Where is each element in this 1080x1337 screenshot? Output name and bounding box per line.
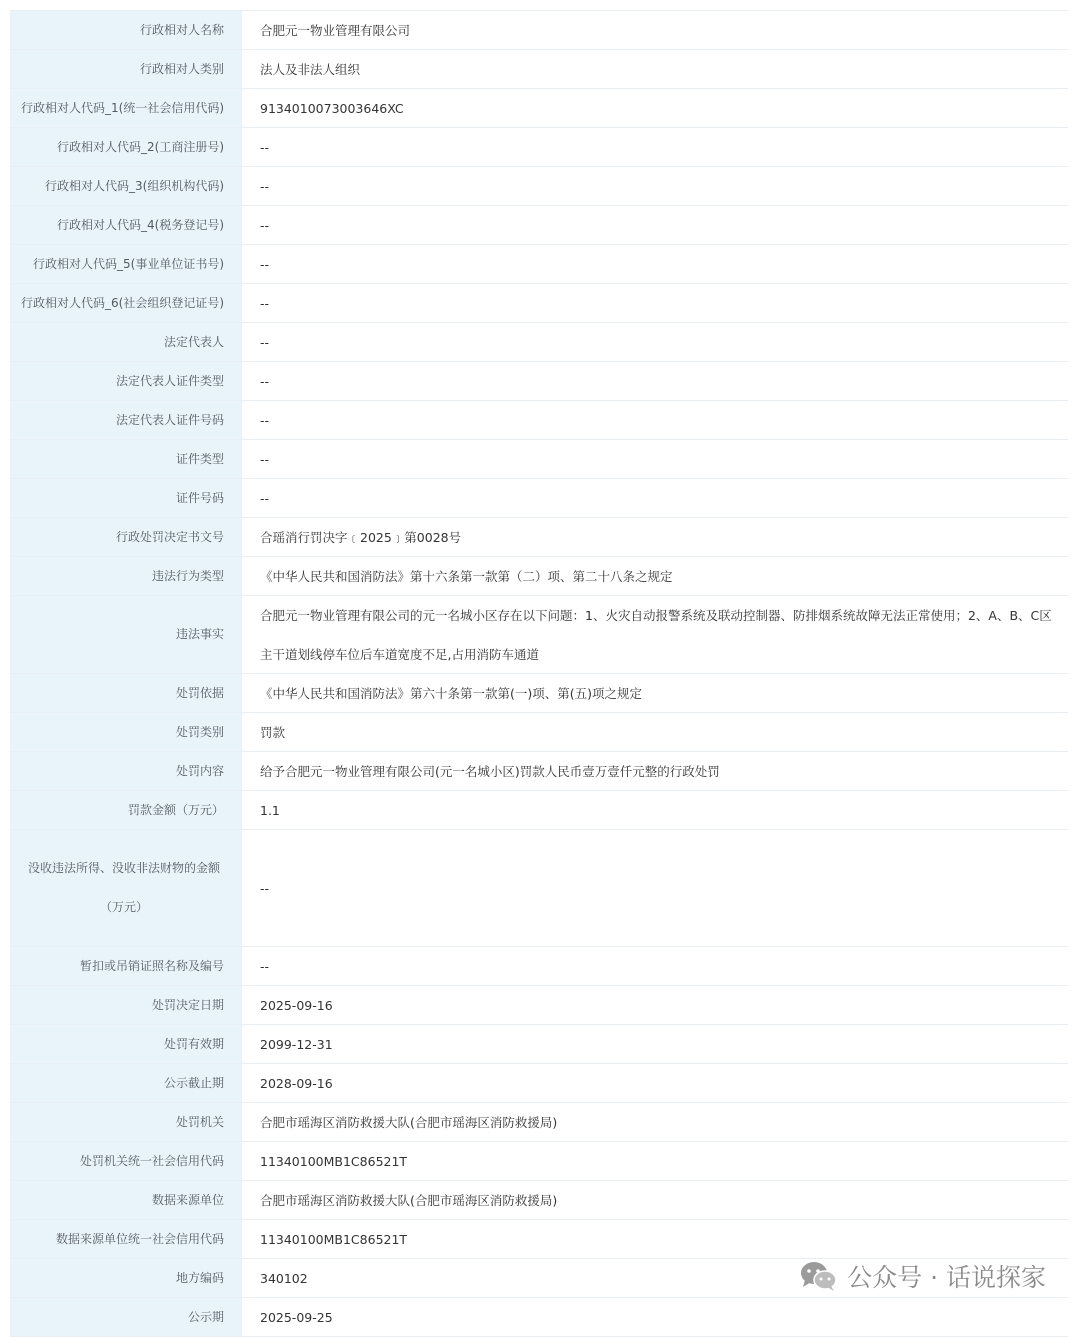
field-label: 暂扣或吊销证照名称及编号 <box>10 947 242 985</box>
field-value: 《中华人民共和国消防法》第十六条第一款第（二）项、第二十八条之规定 <box>260 569 673 584</box>
field-label: 处罚机关统一社会信用代码 <box>10 1142 242 1180</box>
table-row <box>10 167 1068 206</box>
table-row <box>10 830 1068 947</box>
table-row <box>10 440 1068 479</box>
field-label: 处罚类别 <box>10 713 242 751</box>
field-value: 2025-09-25 <box>260 1309 333 1325</box>
field-value: 340102 <box>260 1270 308 1286</box>
table-row <box>10 1298 1068 1337</box>
table-row <box>10 362 1068 401</box>
field-value: -- <box>260 139 270 155</box>
field-label: 违法事实 <box>10 596 242 673</box>
table-row <box>10 986 1068 1025</box>
field-value: 合瑶消行罚决字﹝2025﹞第0028号 <box>260 530 462 545</box>
field-value: 11340100MB1C86521T <box>260 1231 408 1247</box>
table-row <box>10 479 1068 518</box>
field-value: 1.1 <box>260 802 280 818</box>
table-row <box>10 1103 1068 1142</box>
field-value: -- <box>260 958 270 974</box>
field-value: -- <box>260 880 270 896</box>
field-value: -- <box>260 451 270 467</box>
field-label: 法定代表人证件类型 <box>10 362 242 400</box>
field-label: 处罚依据 <box>10 674 242 712</box>
field-value: 2025-09-16 <box>260 997 333 1013</box>
field-label: 罚款金额（万元） <box>10 791 242 829</box>
field-value: 《中华人民共和国消防法》第六十条第一款第(一)项、第(五)项之规定 <box>260 686 643 701</box>
field-value: -- <box>260 373 270 389</box>
table-row <box>10 1142 1068 1181</box>
table-row <box>10 284 1068 323</box>
field-value: -- <box>260 217 270 233</box>
field-label: 数据来源单位 <box>10 1181 242 1219</box>
field-value: -- <box>260 256 270 272</box>
field-label: 行政相对人类别 <box>10 50 242 88</box>
wechat-icon <box>799 1260 837 1292</box>
field-label: 违法行为类型 <box>10 557 242 595</box>
table-row <box>10 713 1068 752</box>
field-value: 给予合肥元一物业管理有限公司(元一名城小区)罚款人民币壹万壹仟元整的行政处罚 <box>260 764 720 779</box>
field-label: 行政处罚决定书文号 <box>10 518 242 556</box>
table-row <box>10 323 1068 362</box>
field-label: 处罚内容 <box>10 752 242 790</box>
field-value: 2028-09-16 <box>260 1075 333 1091</box>
table-row <box>10 1181 1068 1220</box>
table-row <box>10 752 1068 791</box>
table-row <box>10 674 1068 713</box>
field-label: 没收违法所得、没收非法财物的金额（万元） <box>10 830 242 946</box>
field-label: 行政相对人代码_6(社会组织登记证号) <box>10 284 242 322</box>
table-row <box>10 596 1068 674</box>
field-value: 合肥元一物业管理有限公司 <box>260 23 411 38</box>
field-value: 合肥元一物业管理有限公司的元一名城小区存在以下问题：1、火灾自动报警系统及联动控制器、防排烟系统故障无法正常使用；2、A、B、C区主干道划线停车位后车道宽度不足,占用消防车通道 <box>260 608 1052 662</box>
field-label: 行政相对人代码_2(工商注册号) <box>10 128 242 166</box>
table-row <box>10 245 1068 284</box>
table-row <box>10 1220 1068 1259</box>
table-row <box>10 1064 1068 1103</box>
field-label: 处罚机关 <box>10 1103 242 1141</box>
field-label: 数据来源单位统一社会信用代码 <box>10 1220 242 1258</box>
table-row <box>10 206 1068 245</box>
field-label: 行政相对人代码_4(税务登记号) <box>10 206 242 244</box>
table-row <box>10 1025 1068 1064</box>
field-value: -- <box>260 295 270 311</box>
watermark-text: 公众号 · 话说探家 <box>847 1263 1046 1292</box>
table-row <box>10 11 1068 50</box>
field-label: 法定代表人证件号码 <box>10 401 242 439</box>
field-value: 合肥市瑶海区消防救援大队(合肥市瑶海区消防救援局) <box>260 1115 558 1130</box>
field-label: 行政相对人代码_5(事业单位证书号) <box>10 245 242 283</box>
table-row <box>10 128 1068 167</box>
field-value: 法人及非法人组织 <box>260 62 361 77</box>
table-row <box>10 518 1068 557</box>
field-label: 公示截止期 <box>10 1064 242 1102</box>
watermark <box>799 1258 1046 1294</box>
table-row <box>10 50 1068 89</box>
field-label: 行政相对人代码_1(统一社会信用代码) <box>10 89 242 127</box>
field-label: 公示期 <box>10 1298 242 1336</box>
field-label: 证件类型 <box>10 440 242 478</box>
table-row <box>10 89 1068 128</box>
field-value: -- <box>260 490 270 506</box>
field-value: -- <box>260 178 270 194</box>
field-label: 地方编码 <box>10 1259 242 1297</box>
table-row <box>10 557 1068 596</box>
field-value: 罚款 <box>260 725 286 740</box>
field-label: 行政相对人代码_3(组织机构代码) <box>10 167 242 205</box>
field-label: 行政相对人名称 <box>10 11 242 49</box>
field-label: 处罚有效期 <box>10 1025 242 1063</box>
field-value: 合肥市瑶海区消防救援大队(合肥市瑶海区消防救援局) <box>260 1193 558 1208</box>
field-value: -- <box>260 412 270 428</box>
field-value: 11340100MB1C86521T <box>260 1153 408 1169</box>
field-value: 9134010073003646XC <box>260 100 404 116</box>
field-label: 处罚决定日期 <box>10 986 242 1024</box>
penalty-detail-table <box>10 10 1068 1337</box>
field-value: 2099-12-31 <box>260 1036 333 1052</box>
table-row <box>10 947 1068 986</box>
field-label: 证件号码 <box>10 479 242 517</box>
field-value: -- <box>260 334 270 350</box>
field-label: 法定代表人 <box>10 323 242 361</box>
table-row <box>10 791 1068 830</box>
table-row <box>10 401 1068 440</box>
